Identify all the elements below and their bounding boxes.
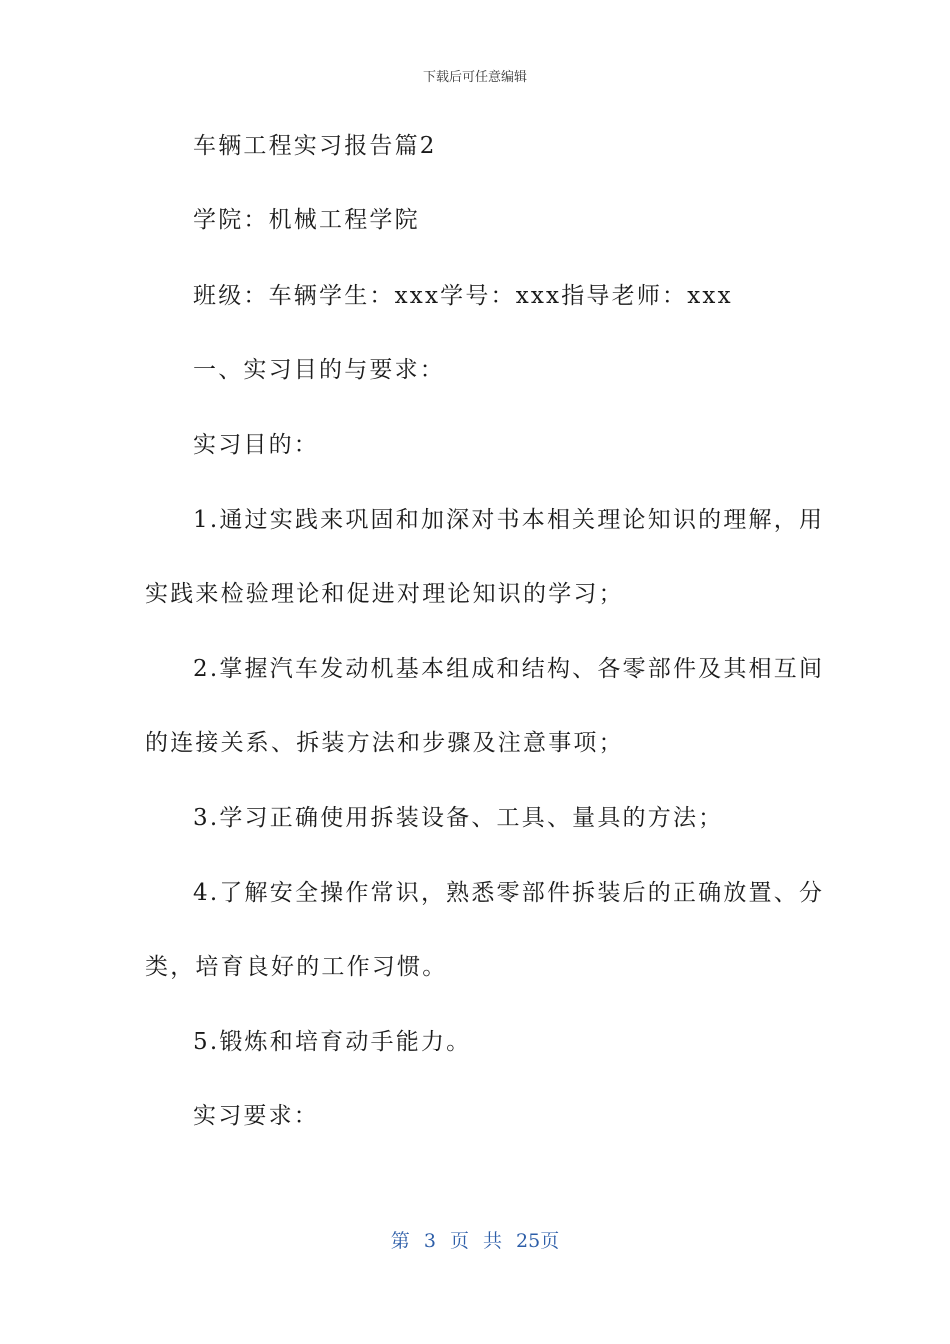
heading-purpose-requirements: 一、实习目的与要求： — [193, 357, 445, 383]
page-header-note: 下载后可任意编辑 — [422, 70, 527, 85]
section-title: 车辆工程实习报告篇2 — [193, 133, 437, 159]
paragraph-line: 2.掌握汽车发动机基本组成和结构、各零部件及其相互间 — [193, 656, 825, 682]
paragraph-line: 的连接关系、拆装方法和步骤及注意事项； — [145, 730, 624, 756]
class-info-line: 班级：车辆学生：xxx学号：xxx指导老师：xxx — [193, 283, 733, 309]
paragraph-line: 类，培育良好的工作习惯。 — [145, 954, 448, 980]
paragraph-line: 4.了解安全操作常识，熟悉零部件拆装后的正确放置、分 — [193, 880, 825, 906]
paragraph-line: 1.通过实践来巩固和加深对书本相关理论知识的理解，用 — [193, 507, 825, 533]
heading-purpose: 实习目的： — [193, 432, 319, 458]
paragraph-line: 实践来检验理论和促进对理论知识的学习； — [145, 581, 624, 607]
heading-requirements: 实习要求： — [193, 1103, 319, 1129]
paragraph-line: 3.学习正确使用拆装设备、工具、量具的方法； — [193, 805, 724, 831]
page-number-footer: 第 3 页 共 25页 — [390, 1230, 560, 1252]
college-line: 学院：机械工程学院 — [193, 207, 420, 233]
paragraph-line: 5.锻炼和培育动手能力。 — [193, 1029, 472, 1055]
